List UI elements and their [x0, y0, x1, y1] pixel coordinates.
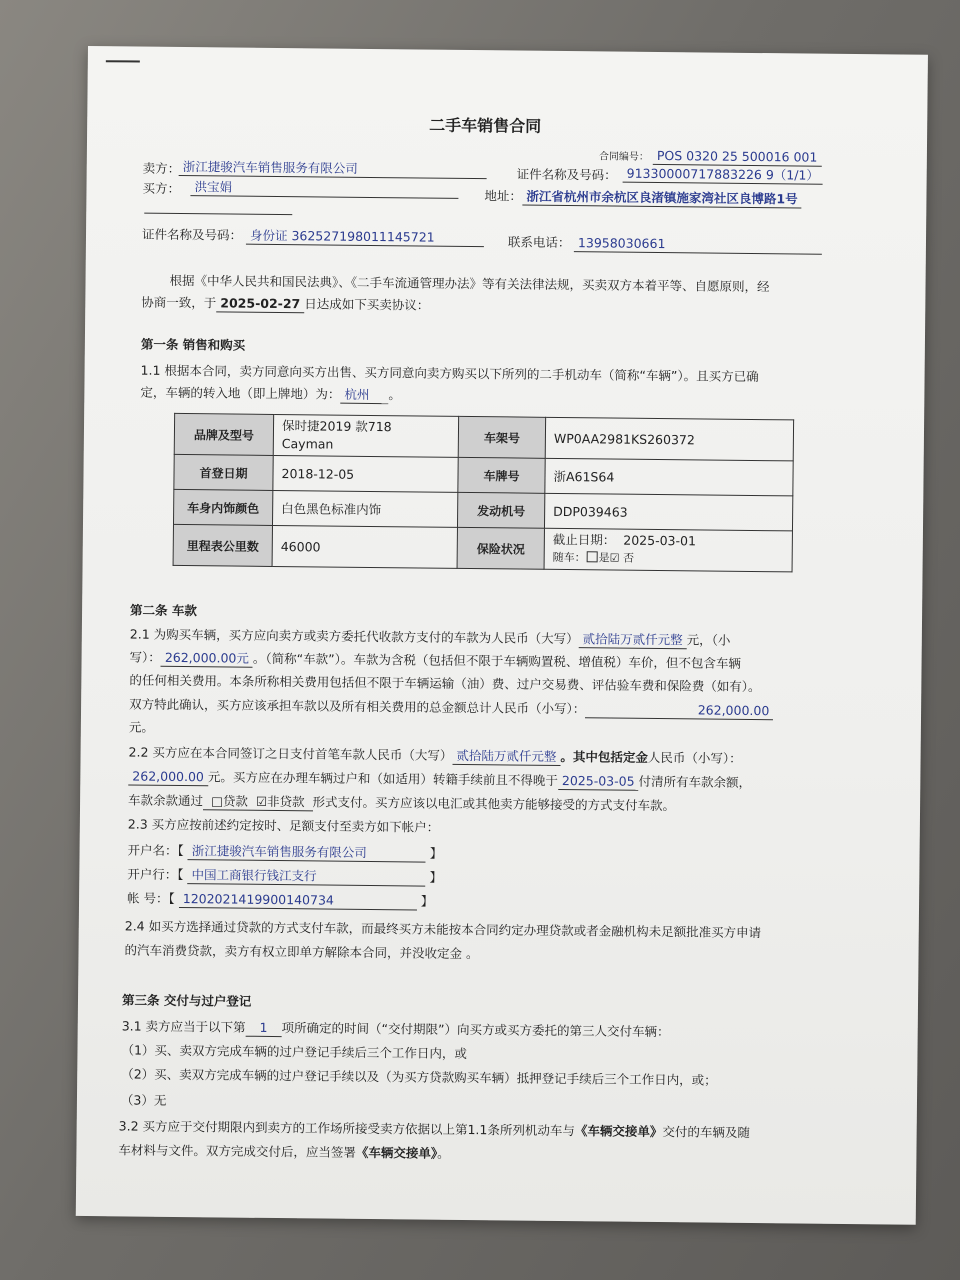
intro-line-2-pre: 协商一致，于 — [141, 294, 217, 311]
buyer-name: 洪宝娟 — [190, 179, 458, 199]
clause-2-2-line-3-pre: 车款余款通过 — [128, 792, 204, 809]
clause-2-4-line-1: 2.4 如买方选择通过贷款的方式支付车款，而最终买方未能按本合同约定办理贷款或者金融机构未足额批准买方申请 — [124, 918, 762, 941]
account-number: 1202021419900140734 — [179, 891, 417, 910]
agreement-date: 2025-02-27 — [216, 295, 304, 313]
engine-label: 发动机号 — [457, 492, 544, 528]
clause-2-1-line-4: 双方特此确认，买方应该承担车款以及所有相关费用的总金额总计人民币（小写）： — [129, 696, 586, 717]
engine-value: DDP039463 — [544, 493, 792, 531]
mileage-label: 里程表公里数 — [173, 524, 272, 566]
plate-value: 浙A61S64 — [545, 458, 793, 496]
seller-label: 卖方： — [142, 160, 181, 176]
mileage-value: 46000 — [272, 525, 457, 568]
intro-line-1: 根据《中华人民共和国民法典》、《二手车流通管理办法》等有关法律法规，买卖双方本着平等、自愿原则，经 — [169, 272, 770, 295]
contract-number-label: 合同编号： — [598, 151, 649, 163]
brand-value-line-1: 保时捷2019 款718 — [281, 418, 392, 435]
clause-1-1-line-2-pre: 定，车辆的转入地（即上牌地）为： — [140, 384, 341, 402]
seller-name: 浙江捷骏汽车销售服务有限公司 — [179, 159, 487, 179]
clause-2-2-line-2-mid: 元。买方应在办理车辆过户和（如适用）转籍手续前且不得晚于 — [207, 769, 559, 788]
intro-line-2-post: 日达成如下买卖协议： — [304, 296, 430, 313]
clause-2-1-line-3: 的任何相关费用。本条所称相关费用包括但不限于车辆运输（油）费、过户交易费、评估验车费和保险费（如有）。 — [129, 672, 761, 695]
contract-page: 二手车销售合同 合同编号： POS 0320 25 500016 001 卖方： 浙江捷骏汽车销售服务有限公司 证件名称及号码： 91330000717883226 9（1/1） 买方： 洪宝娟 地址： 浙江省杭州市余杭区良渚镇施家湾社区良博路1号 证件名称及号码： 身份证 362527198011145721 联系电话： 13958030661 根据《中华人民共和国民法典》、《二手车流通管理办法》等有关法律法规，买卖双方本着平等、自愿原则，经 协商一致，于 2025-02-27 日达成如下买卖协议： 第一条 销售和购买 1.1 根据本合同，卖方同意向买方出售、买方同意向卖方购买以下所列的二手机动车（简称“车辆”）。且买方已确 定，车辆的转入地（即上牌地）为： 杭州 。 品牌及型号 保时捷2019 款718 Cayman 车架号 WP0AA2981KS260372 首登日期 2018-12-05 车牌号 浙A61S64 车身内饰颜色 白色黑色标准内饰 发动机号 DDP039463 里程表公里数 46000 保险状况 截止日期： 2025-03-01 随车： 是☑ 否 第二条 车款 2.1 为购买车辆，买方应向卖方或卖方委托代收款方支付的车款为人民币（大写） 贰拾陆万贰仟元整 元，（小 写）： 262,000.00元 。（简称“车款”）。车款为含税（包括但不限于车辆购置税、增值税）车价，但不包含车辆 的任何相关费用。本条所称相关费用包括但不限于车辆运输（油）费、过户交易费、评估验车费和保险费（如有）。 双方特此确认，买方应该承担车款以及所有相关费用的总金额总计人民币（小写）： 262,000.00 元。 2.2 买方应在本合同签订之日支付首笔车款人民币（大写） 贰拾陆万贰仟元整 。其中包括定金人民币（小写）： 262,000.00 元。买方应在办理车辆过户和（如适用）转籍手续前且不得晚于 2025-03-05 付清所有车款余额， 车款余款通过 □贷款 ☑非贷款 形式支付。买方应该以电汇或其他卖方能够接受的方式支付车款。 2.3 买方应按前述约定按时、足额支付至卖方如下帐户： 开户名：【 浙江捷骏汽车销售服务有限公司 】 开户行：【 中国工商银行钱江支行 】 帐 号：【 1202021419900140734 】 2.4 如买方选择通过贷款的方式支付车款，而最终买方未能按本合同约定办理贷款或者金融机构未足额批准买方申请 的汽车消费贷款，卖方有权立即单方解除本合同，并没收定金 。 第三条 交付与过户登记 3.1 卖方应当于以下第 1 项所确定的时间（“交付期限”）向买方或买方委托的第三人交付车辆： （1）买、卖双方完成车辆的过户登记手续后三个工作日内，或 （2）买、卖双方完成车辆的过户登记手续以及（为买方贷款购买车辆）抵押登记手续后三个工作日内，或； （3）无 3.2 买方应于交付期限内到卖方的工作场所接受卖方依据以上第1.1条所列机动车与《车辆交接单》交付的车辆及随 车材料与文件。双方完成交付后，应当签署《车辆交接单》。 — [76, 46, 928, 1225]
color-label: 车身内饰颜色 — [173, 489, 272, 525]
insurance-end-label: 截止日期： — [552, 531, 616, 548]
clause-2-1-line-1-pre: 2.1 为购买车辆，买方应向卖方或卖方委托代收款方支付的车款为人民币（大写） — [129, 626, 579, 647]
phone: 13958030661 — [574, 235, 822, 255]
plate-label: 车牌号 — [458, 457, 545, 493]
delivery-option-3: （3）无 — [120, 1092, 167, 1108]
contract-number: POS 0320 25 500016 001 — [653, 148, 822, 167]
account-name: 浙江捷骏汽车销售服务有限公司 — [188, 843, 426, 862]
clause-2-2-line-1-post: 人民币（小写）： — [647, 749, 742, 766]
account-name-label: 开户名： — [127, 842, 178, 858]
clause-2-1-line-2-pre: 写）： — [129, 649, 161, 665]
clause-3-2-line-2-pre: 车材料与文件。双方完成交付后，应当签署 — [118, 1142, 357, 1160]
clause-2-3: 2.3 买方应按前述约定按时、足额支付至卖方如下帐户： — [127, 816, 440, 835]
clause-3-1-post: 项所确定的时间（“交付期限”）向买方或买方委托的第三人交付车辆： — [281, 1020, 670, 1040]
clause-3-1-pre: 3.1 卖方应当于以下第 — [121, 1018, 246, 1035]
clause-2-1-line-1-post: 元，（小 — [686, 632, 731, 648]
corner-mark — [106, 60, 140, 62]
total-amount: 262,000.00 — [585, 701, 773, 720]
clause-2-4-line-2: 的汽车消费贷款，卖方有权立即单方解除本合同，并没收定金 。 — [124, 942, 479, 962]
amount-number: 262,000.00元 — [161, 650, 253, 668]
amount-in-words: 贰拾陆万贰仟元整 — [579, 631, 687, 649]
balance-due-date: 2025-03-05 — [558, 773, 639, 791]
clause-3-2-line-1-pre: 3.2 买方应于交付期限内到卖方的工作场所接受卖方依据以上第1.1条所列机动车与 — [118, 1118, 575, 1139]
loan-option: □贷款 — [211, 793, 249, 809]
delivery-item-number: 1 — [245, 1020, 281, 1037]
article-1-heading: 第一条 销售和购买 — [140, 336, 246, 353]
vin-value: WP0AA2981KS260372 — [545, 417, 793, 461]
table-row — [173, 524, 792, 571]
delivery-option-1: （1）买、卖双方完成车辆的过户登记手续后三个工作日内，或 — [121, 1042, 468, 1062]
reg-date-label: 首登日期 — [174, 454, 273, 490]
vehicle-table — [173, 413, 795, 572]
clause-3-2-line-2-post: 。 — [437, 1145, 450, 1161]
non-loan-option: ☑非贷款 — [255, 793, 305, 810]
article-3-heading: 第三条 交付与过户登记 — [121, 992, 252, 1009]
buyer-cert-label: 证件名称及号码： — [141, 226, 243, 243]
delivery-option-2: （2）买、卖双方完成车辆的过户登记手续以及（为买方贷款购买车辆）抵押登记手续后三个工作日内，或； — [121, 1066, 717, 1088]
page-title: 二手车销售合同 — [429, 115, 542, 136]
insurance-label: 保险状况 — [457, 527, 544, 569]
insurance-no: 否 — [622, 551, 635, 565]
buyer-label: 买方： — [142, 180, 181, 196]
bank-name: 中国工商银行钱江支行 — [187, 867, 425, 886]
clause-1-1-line-1: 1.1 根据本合同，卖方同意向买方出售、买方同意向卖方购买以下所列的二手机动车（简称“车辆”）。且买方已确 — [140, 362, 759, 385]
checkbox-icon — [587, 551, 598, 562]
clause-2-2-line-3-post: 形式支付。买方应该以电汇或其他卖方能够接受的方式支付车款。 — [312, 794, 676, 814]
handover-doc-ref: 《车辆交接单》 — [574, 1123, 663, 1140]
clause-2-2-line-2-post: 付清所有车款余额， — [638, 773, 752, 790]
clause-2-1-line-5: 元。 — [128, 719, 154, 735]
address-label: 地址： — [484, 188, 523, 204]
insurance-end-date: 2025-03-01 — [623, 532, 697, 549]
clause-2-2-line-1-pre: 2.2 买方应在本合同签订之日支付首笔车款人民币（大写） — [128, 744, 453, 763]
first-payment-words: 贰拾陆万贰仟元整 — [452, 748, 560, 766]
clause-2-2-deposit: 。其中包括定金 — [560, 748, 649, 765]
clause-1-1-line-2-post: 。 — [388, 387, 401, 403]
vin-label: 车架号 — [458, 416, 545, 458]
brand-value-line-2: Cayman — [281, 436, 334, 452]
color-value: 白色黑色标准内饰 — [272, 490, 457, 527]
reg-date-value: 2018-12-05 — [273, 455, 458, 492]
checked-checkbox-icon: ☑ — [609, 551, 620, 565]
account-number-label: 帐 号： — [127, 890, 169, 906]
insurance-car-label: 随车： — [552, 550, 586, 565]
address-continuation-line — [144, 213, 292, 216]
brand-label: 品牌及型号 — [174, 413, 273, 455]
first-payment-number: 262,000.00 — [128, 768, 208, 786]
cert-label: 证件名称及号码： — [516, 166, 617, 183]
table-row — [174, 413, 793, 460]
handover-doc-ref-2: 《车辆交接单》 — [355, 1144, 438, 1161]
article-2-heading: 第二条 车款 — [130, 602, 198, 619]
bank-label: 开户行： — [127, 866, 178, 882]
seller-cert: 91330000717883226 9（1/1） — [623, 166, 823, 185]
seller-address: 浙江省杭州市余杭区良渚镇施家湾社区良博路1号 — [522, 189, 801, 209]
phone-label: 联系电话： — [507, 234, 571, 251]
buyer-cert: 身份证 362527198011145721 — [246, 228, 484, 247]
clause-3-2-line-1-post: 交付的车辆及随 — [662, 1124, 751, 1140]
transfer-city: 杭州 — [340, 387, 388, 405]
insurance-yes: 是 — [598, 551, 610, 565]
clause-2-1-line-2-post: 。（简称“车款”）。车款为含税（包括但不限于车辆购置税、增值税）车价，但不包含车辆 — [252, 650, 741, 671]
